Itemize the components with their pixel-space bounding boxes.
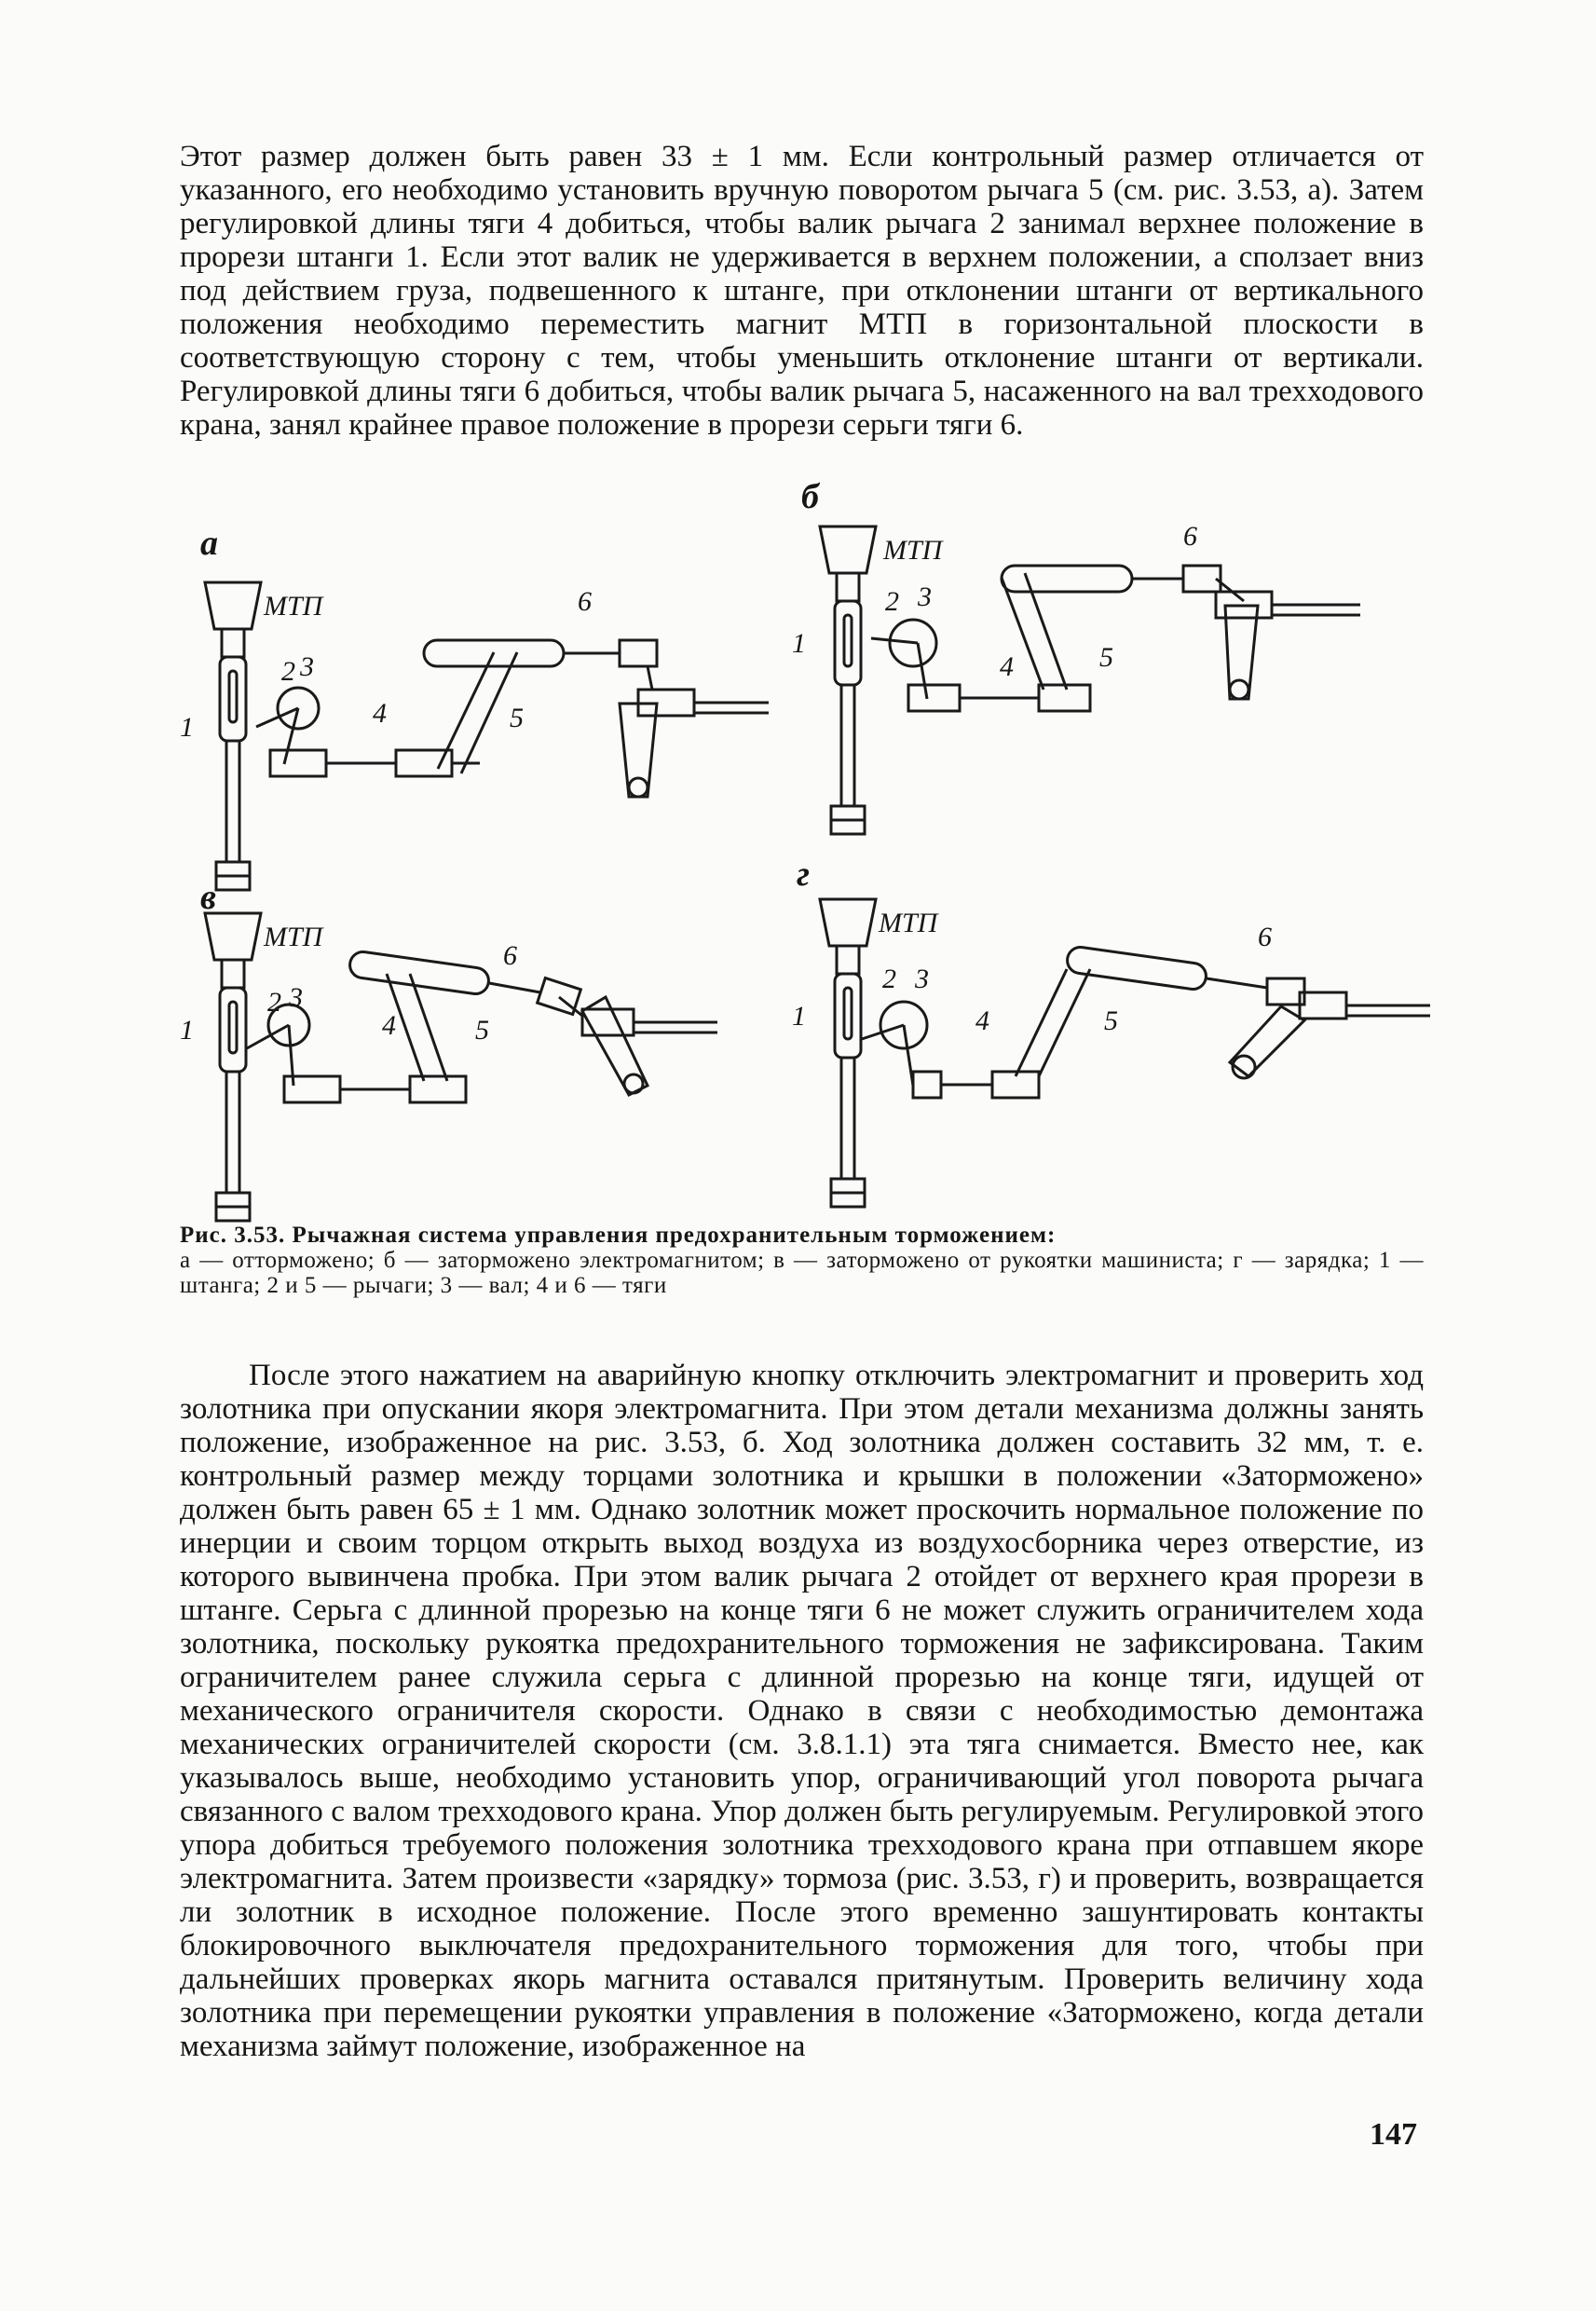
panel-b-label-1: 1	[792, 628, 806, 659]
caption-legend: а — отторможено; б — заторможено электромагнитом; в — заторможено от рукоятки машиниста; г — зарядка; 1 — штанга; 2 и 5 — рычаги; 3 — вал; 4 и 6 — тяги	[180, 1248, 1424, 1298]
panel-v-label-1: 1	[180, 1015, 194, 1046]
lever-system-drawing	[180, 477, 1430, 1225]
panel-g-label-1: 1	[792, 1001, 806, 1032]
panel-g-label-4: 4	[975, 1005, 989, 1036]
panel-a-magnet-label: МТП	[264, 591, 323, 622]
panel-v-label-6: 6	[503, 940, 517, 971]
caption-number: Рис. 3.53.	[180, 1223, 286, 1248]
panel-a-label-6: 6	[578, 586, 592, 617]
caption-title-line	[180, 1223, 1424, 1248]
figure-caption	[180, 1223, 1424, 1298]
panel-g-label-6: 6	[1258, 922, 1272, 952]
panel-a-label-2: 2	[281, 656, 295, 687]
panel-b	[792, 477, 1360, 834]
panel-a-label-3: 3	[300, 651, 314, 682]
panel-b-label-4: 4	[1000, 651, 1014, 682]
panel-v-label-3: 3	[289, 982, 303, 1013]
panel-g-letter: г	[797, 855, 811, 894]
page-number: 147	[1370, 2117, 1417, 2152]
panel-b-label-2: 2	[885, 586, 899, 617]
panel-b-label-6: 6	[1183, 521, 1197, 552]
panel-v	[180, 878, 717, 1221]
paragraph-bottom: После этого нажатием на аварийную кнопку отключить электромагнит и проверить ход золотника при опускании якоря электромагнита. При этом детали механизма должны занять положение, изображенное на рис. 3.53, б. Ход золотника должен составить 32 мм, т. е. контрольный размер между торцами золотника и крышки в положении «Заторможено» должен быть равен 65 ± 1 мм. Однако золотник может проскочить нормальное положение по инерции и своим торцом открыть выход воздуха из воздухосборника через отверстие, из которого вывинчена пробка. При этом валик рычага 2 отойдет от верхнего края прорези в штанге. Серьга с длинной прорезью на конце тяги 6 не может служить ограничителем хода золотника, поскольку рукоятка предохранительного торможения не зафиксирована. Таким ограничителем ранее служила серьга с длинной прорезью на конце тяги, идущей от механического ограничителя скорости. Однако в связи с необходимостью демонтажа механических ограничителей скорости (см. 3.8.1.1) эта тяга снимается. Вместо нее, как указывалось выше, необходимо установить упор, ограничивающий угол поворота рычага связанного с валом трехходового крана. Упор должен быть регулируемым. Регулировкой этого упора добиться требуемого положения золотника трехходового крана при отпавшем якоре электромагнита. Затем произвести «зарядку» тормоза (рис. 3.53, г) и проверить, возвращается ли золотник в исходное положение. После этого временно зашунтировать контакты блокировочного выключателя предохранительного торможения для того, чтобы при дальнейших проверках якорь магнита оставался притянутым. Проверить величину хода золотника при перемещении рукоятки управления в положение «Заторможено, когда детали механизма займут положение, изображенное на	[180, 1359, 1424, 2063]
panel-b-label-5: 5	[1099, 642, 1113, 673]
panel-v-label-4: 4	[382, 1010, 396, 1041]
figure-3-53	[180, 477, 1430, 1225]
panel-g-label-5: 5	[1104, 1005, 1118, 1036]
panel-g-label-3: 3	[915, 964, 929, 994]
panel-b-label-3: 3	[918, 581, 932, 612]
panel-a-label-5: 5	[510, 703, 524, 733]
panel-b-letter: б	[801, 477, 819, 516]
panel-g-label-2: 2	[882, 964, 896, 994]
panel-v-magnet-label: МТП	[264, 922, 323, 952]
panel-a-label-4: 4	[373, 698, 387, 729]
caption-title: Рычажная система управления предохранительным торможением:	[292, 1223, 1057, 1248]
panel-v-label-5: 5	[475, 1015, 489, 1046]
paragraph-top: Этот размер должен быть равен 33 ± 1 мм. Если контрольный размер отличается от указанного, его необходимо установить вручную поворотом рычага 5 (см. рис. 3.53, а). Затем регулировкой длины тяги 4 добиться, чтобы валик рычага 2 занимал верхнее положение в прорези штанги 1. Если этот валик не удерживается в верхнем положении, а сползает вниз под действием груза, подвешенного к штанге, при отклонении штанги от вертикального положения необходимо переместить магнит МТП в горизонтальной плоскости в соответствующую сторону с тем, чтобы уменьшить отклонение штанги от вертикали. Регулировкой длины тяги 6 добиться, чтобы валик рычага 5, насаженного на вал трехходового крана, занял крайнее правое положение в прорези серьги тяги 6.	[180, 140, 1424, 442]
panel-a-letter: а	[200, 524, 218, 563]
panel-a-label-1: 1	[180, 712, 194, 743]
panel-g-magnet-label: МТП	[879, 908, 938, 938]
panel-b-magnet-label: МТП	[883, 535, 943, 566]
panel-a	[180, 524, 769, 890]
panel-v-label-2: 2	[267, 987, 281, 1018]
panel-v-letter: в	[200, 878, 216, 917]
panel-g	[792, 855, 1430, 1207]
